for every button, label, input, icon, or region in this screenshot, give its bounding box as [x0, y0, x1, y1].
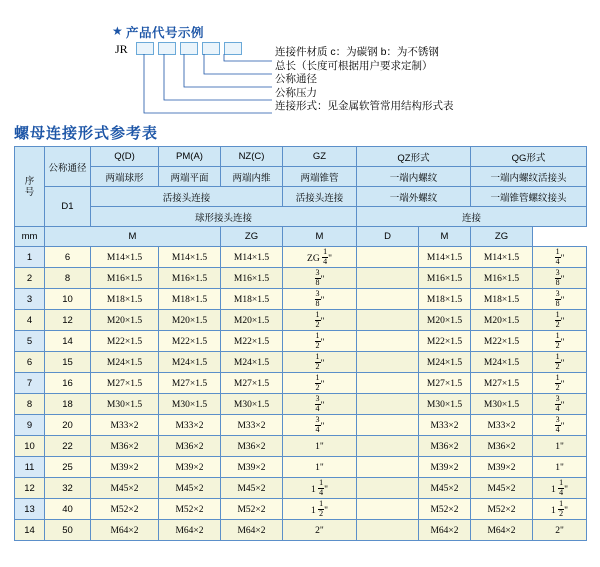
header-index: 序 号 — [15, 147, 45, 227]
cell-gz-zg: $\frac{1}{2}$ " — [283, 352, 357, 373]
cell-qz-m — [357, 268, 419, 289]
cell-index: 13 — [15, 499, 45, 520]
cell-qz-d: M24×1.5 — [419, 352, 471, 373]
cell-gz-zg: $\frac{1}{2}$ " — [283, 373, 357, 394]
cell-nzc-m: M30×1.5 — [221, 394, 283, 415]
table-row — [15, 478, 587, 499]
cell-dn: 10 — [45, 289, 91, 310]
product-code-prefix: JR — [115, 42, 128, 56]
header-type-qz: 一端内螺纹 — [357, 167, 471, 187]
cell-qg-m: M64×2 — [471, 520, 533, 541]
cell-qd-m: M39×2 — [91, 457, 159, 478]
cell-pma-m: M52×2 — [159, 499, 221, 520]
cell-qz-m — [357, 394, 419, 415]
cell-qg-zg: 2" — [533, 520, 587, 541]
cell-qg-m: M30×1.5 — [471, 394, 533, 415]
cell-qg-zg: $\frac{3}{4}$ " — [533, 415, 587, 436]
cell-nzc-m: M16×1.5 — [221, 268, 283, 289]
cell-dn: 8 — [45, 268, 91, 289]
cell-pma-m: M45×2 — [159, 478, 221, 499]
cell-qd-m: M64×2 — [91, 520, 159, 541]
table-row — [15, 394, 587, 415]
cell-qd-m: M18×1.5 — [91, 289, 159, 310]
cell-gz-zg: ZG $\frac{1}{4}$ " — [283, 247, 357, 268]
star-icon: ★ — [112, 24, 123, 38]
cell-gz-zg: 2" — [283, 520, 357, 541]
cell-qz-m — [357, 436, 419, 457]
cell-index: 8 — [15, 394, 45, 415]
table-row — [15, 499, 587, 520]
cell-dn: 32 — [45, 478, 91, 499]
header-unit-m2: M — [283, 227, 357, 247]
cell-pma-m: M14×1.5 — [159, 247, 221, 268]
cell-index: 12 — [15, 478, 45, 499]
cell-qg-zg: $\frac{1}{2}$ " — [533, 331, 587, 352]
cell-qd-m: M16×1.5 — [91, 268, 159, 289]
diagram-title: 产品代号示例 — [126, 26, 205, 40]
cell-qz-d: M45×2 — [419, 478, 471, 499]
cell-pma-m: M27×1.5 — [159, 373, 221, 394]
cell-nzc-m: M36×2 — [221, 436, 283, 457]
cell-qd-m: M20×1.5 — [91, 310, 159, 331]
legend-item-material: 连接件材质 c：为碳钢 b：为不锈钢 — [275, 46, 439, 58]
cell-gz-zg: 1" — [283, 457, 357, 478]
header-type-qg: 一端内螺纹活接头 — [471, 167, 587, 187]
cell-gz-zg: $\frac{3}{8}$ " — [283, 268, 357, 289]
legend-item-nominal-diameter: 公称通径 — [275, 73, 317, 86]
cell-qg-zg: 1 $\frac{1}{2}$ " — [533, 499, 587, 520]
cell-qg-m: M20×1.5 — [471, 310, 533, 331]
cell-nzc-m: M64×2 — [221, 520, 283, 541]
cell-nzc-m: M24×1.5 — [221, 352, 283, 373]
header-sub-taper-union: 一端锥管螺纹接头 — [471, 187, 587, 207]
header-d1-label: D1 — [45, 187, 91, 227]
header-type-pma: 两端平面 — [159, 167, 221, 187]
header-unit-zg: ZG — [221, 227, 283, 247]
cell-pma-m: M18×1.5 — [159, 289, 221, 310]
cell-gz-zg: 1 $\frac{1}{2}$ " — [283, 499, 357, 520]
cell-qz-m — [357, 373, 419, 394]
cell-qz-d: M27×1.5 — [419, 373, 471, 394]
cell-qd-m: M33×2 — [91, 415, 159, 436]
cell-qd-m: M52×2 — [91, 499, 159, 520]
table-row — [15, 457, 587, 478]
cell-pma-m: M33×2 — [159, 415, 221, 436]
cell-qg-m: M33×2 — [471, 415, 533, 436]
cell-pma-m: M30×1.5 — [159, 394, 221, 415]
cell-qg-zg: $\frac{1}{2}$ " — [533, 373, 587, 394]
cell-qz-m — [357, 331, 419, 352]
cell-gz-zg: $\frac{1}{2}$ " — [283, 310, 357, 331]
cell-dn: 12 — [45, 310, 91, 331]
cell-qd-m: M45×2 — [91, 478, 159, 499]
header-group-qz: QZ形式 — [357, 147, 471, 167]
cell-qg-zg: $\frac{1}{2}$ " — [533, 352, 587, 373]
cell-pma-m: M16×1.5 — [159, 268, 221, 289]
legend-item-connection-type: 连接形式：见金属软管常用结构形式表 — [275, 100, 454, 113]
cell-dn: 18 — [45, 394, 91, 415]
header-group-nzc: NZ(C) — [221, 147, 283, 167]
cell-index: 14 — [15, 520, 45, 541]
section-title: 螺母连接形式参考表 — [14, 125, 159, 142]
cell-index: 7 — [15, 373, 45, 394]
cell-qz-m — [357, 310, 419, 331]
cell-index: 4 — [15, 310, 45, 331]
table-row — [15, 331, 587, 352]
table-row — [15, 436, 587, 457]
cell-qz-d: M20×1.5 — [419, 310, 471, 331]
cell-dn: 20 — [45, 415, 91, 436]
header-unit-m3: M — [419, 227, 471, 247]
cell-pma-m: M20×1.5 — [159, 310, 221, 331]
cell-qg-m: M52×2 — [471, 499, 533, 520]
cell-nzc-m: M20×1.5 — [221, 310, 283, 331]
cell-qd-m: M24×1.5 — [91, 352, 159, 373]
legend-item-length: 总长（长度可根据用户要求定制） — [275, 59, 433, 72]
header-unit-zg2: ZG — [471, 227, 533, 247]
cell-dn: 14 — [45, 331, 91, 352]
header-connection: 连接 — [357, 207, 587, 227]
cell-qg-m: M14×1.5 — [471, 247, 533, 268]
header-sub-union-gz: 活接头连接 — [283, 187, 357, 207]
cell-index: 1 — [15, 247, 45, 268]
cell-qz-d: M39×2 — [419, 457, 471, 478]
cell-dn: 15 — [45, 352, 91, 373]
cell-qg-m: M45×2 — [471, 478, 533, 499]
header-row-subtypes — [15, 187, 587, 207]
header-nominal-diameter: 公称通径 — [45, 147, 91, 187]
cell-index: 2 — [15, 268, 45, 289]
cell-qg-m: M22×1.5 — [471, 331, 533, 352]
cell-qz-d: M16×1.5 — [419, 268, 471, 289]
cell-dn: 25 — [45, 457, 91, 478]
cell-qg-m: M36×2 — [471, 436, 533, 457]
table-row — [15, 415, 587, 436]
table-row — [15, 352, 587, 373]
table-header — [15, 147, 587, 247]
cell-qg-zg: 1 $\frac{1}{4}$ " — [533, 478, 587, 499]
cell-dn: 6 — [45, 247, 91, 268]
table-row — [15, 373, 587, 394]
header-group-gz: GZ — [283, 147, 357, 167]
cell-qg-m: M16×1.5 — [471, 268, 533, 289]
header-sub-outer-thread: 一端外螺纹 — [357, 187, 471, 207]
cell-nzc-m: M27×1.5 — [221, 373, 283, 394]
cell-dn: 22 — [45, 436, 91, 457]
cell-qg-zg: 1" — [533, 457, 587, 478]
header-unit-mm: mm — [15, 227, 45, 247]
cell-qz-d: M36×2 — [419, 436, 471, 457]
cell-nzc-m: M52×2 — [221, 499, 283, 520]
header-group-qg: QG形式 — [471, 147, 587, 167]
header-sub-union: 活接头连接 — [91, 187, 283, 207]
cell-qd-m: M36×2 — [91, 436, 159, 457]
cell-gz-zg: 1 $\frac{1}{4}$ " — [283, 478, 357, 499]
cell-gz-zg: $\frac{3}{4}$ " — [283, 394, 357, 415]
cell-qg-m: M39×2 — [471, 457, 533, 478]
cell-qz-d: M64×2 — [419, 520, 471, 541]
header-row-units — [15, 227, 587, 247]
cell-qg-zg: $\frac{3}{8}$ " — [533, 289, 587, 310]
cell-index: 10 — [15, 436, 45, 457]
table-row — [15, 520, 587, 541]
table-row — [15, 268, 587, 289]
table-body — [15, 247, 587, 541]
cell-index: 3 — [15, 289, 45, 310]
cell-qz-d: M30×1.5 — [419, 394, 471, 415]
cell-nzc-m: M45×2 — [221, 478, 283, 499]
cell-qd-m: M14×1.5 — [91, 247, 159, 268]
cell-dn: 40 — [45, 499, 91, 520]
cell-qz-m — [357, 457, 419, 478]
header-type-gz: 两端锥管 — [283, 167, 357, 187]
header-unit-m: M — [45, 227, 221, 247]
table-row — [15, 289, 587, 310]
cell-nzc-m: M33×2 — [221, 415, 283, 436]
cell-nzc-m: M14×1.5 — [221, 247, 283, 268]
cell-index: 11 — [15, 457, 45, 478]
cell-qd-m: M30×1.5 — [91, 394, 159, 415]
cell-qg-m: M27×1.5 — [471, 373, 533, 394]
header-row-codes — [15, 147, 587, 167]
cell-pma-m: M22×1.5 — [159, 331, 221, 352]
legend-item-nominal-pressure: 公称压力 — [275, 86, 317, 99]
cell-pma-m: M64×2 — [159, 520, 221, 541]
cell-qg-zg: $\frac{1}{2}$ " — [533, 310, 587, 331]
cell-gz-zg: 1" — [283, 436, 357, 457]
header-row-connection — [15, 207, 587, 227]
cell-gz-zg: $\frac{1}{2}$ " — [283, 331, 357, 352]
header-unit-d: D — [357, 227, 419, 247]
cell-qg-zg: $\frac{3}{4}$ " — [533, 394, 587, 415]
cell-qg-zg: 1" — [533, 436, 587, 457]
table-row — [15, 247, 587, 268]
cell-qd-m: M27×1.5 — [91, 373, 159, 394]
cell-qz-m — [357, 247, 419, 268]
cell-pma-m: M39×2 — [159, 457, 221, 478]
cell-qg-m: M18×1.5 — [471, 289, 533, 310]
cell-qz-d: M14×1.5 — [419, 247, 471, 268]
header-row-types — [15, 167, 587, 187]
cell-qz-m — [357, 478, 419, 499]
cell-qz-m — [357, 352, 419, 373]
header-type-qd: 两端球形 — [91, 167, 159, 187]
cell-pma-m: M24×1.5 — [159, 352, 221, 373]
cell-qz-d: M33×2 — [419, 415, 471, 436]
table-row — [15, 310, 587, 331]
cell-nzc-m: M39×2 — [221, 457, 283, 478]
cell-nzc-m: M18×1.5 — [221, 289, 283, 310]
header-group-pma: PM(A) — [159, 147, 221, 167]
cell-qz-d: M22×1.5 — [419, 331, 471, 352]
cell-qz-d: M52×2 — [419, 499, 471, 520]
cell-qz-m — [357, 499, 419, 520]
cell-qz-m — [357, 520, 419, 541]
header-type-nzc: 两端内维 — [221, 167, 283, 187]
cell-index: 5 — [15, 331, 45, 352]
cell-qg-zg: $\frac{3}{8}$ " — [533, 268, 587, 289]
header-ball-joint: 球形接头连接 — [91, 207, 357, 227]
cell-index: 6 — [15, 352, 45, 373]
nut-connection-table — [14, 146, 587, 541]
cell-qz-d: M18×1.5 — [419, 289, 471, 310]
cell-qg-zg: $\frac{1}{4}$ " — [533, 247, 587, 268]
cell-pma-m: M36×2 — [159, 436, 221, 457]
cell-qz-m — [357, 289, 419, 310]
cell-gz-zg: $\frac{3}{4}$ " — [283, 415, 357, 436]
cell-gz-zg: $\frac{3}{8}$ " — [283, 289, 357, 310]
header-group-qd: Q(D) — [91, 147, 159, 167]
cell-dn: 16 — [45, 373, 91, 394]
diagram-legend — [275, 46, 454, 114]
cell-qd-m: M22×1.5 — [91, 331, 159, 352]
product-code-diagram — [0, 0, 600, 118]
cell-nzc-m: M22×1.5 — [221, 331, 283, 352]
cell-index: 9 — [15, 415, 45, 436]
cell-dn: 50 — [45, 520, 91, 541]
cell-qz-m — [357, 415, 419, 436]
cell-qg-m: M24×1.5 — [471, 352, 533, 373]
